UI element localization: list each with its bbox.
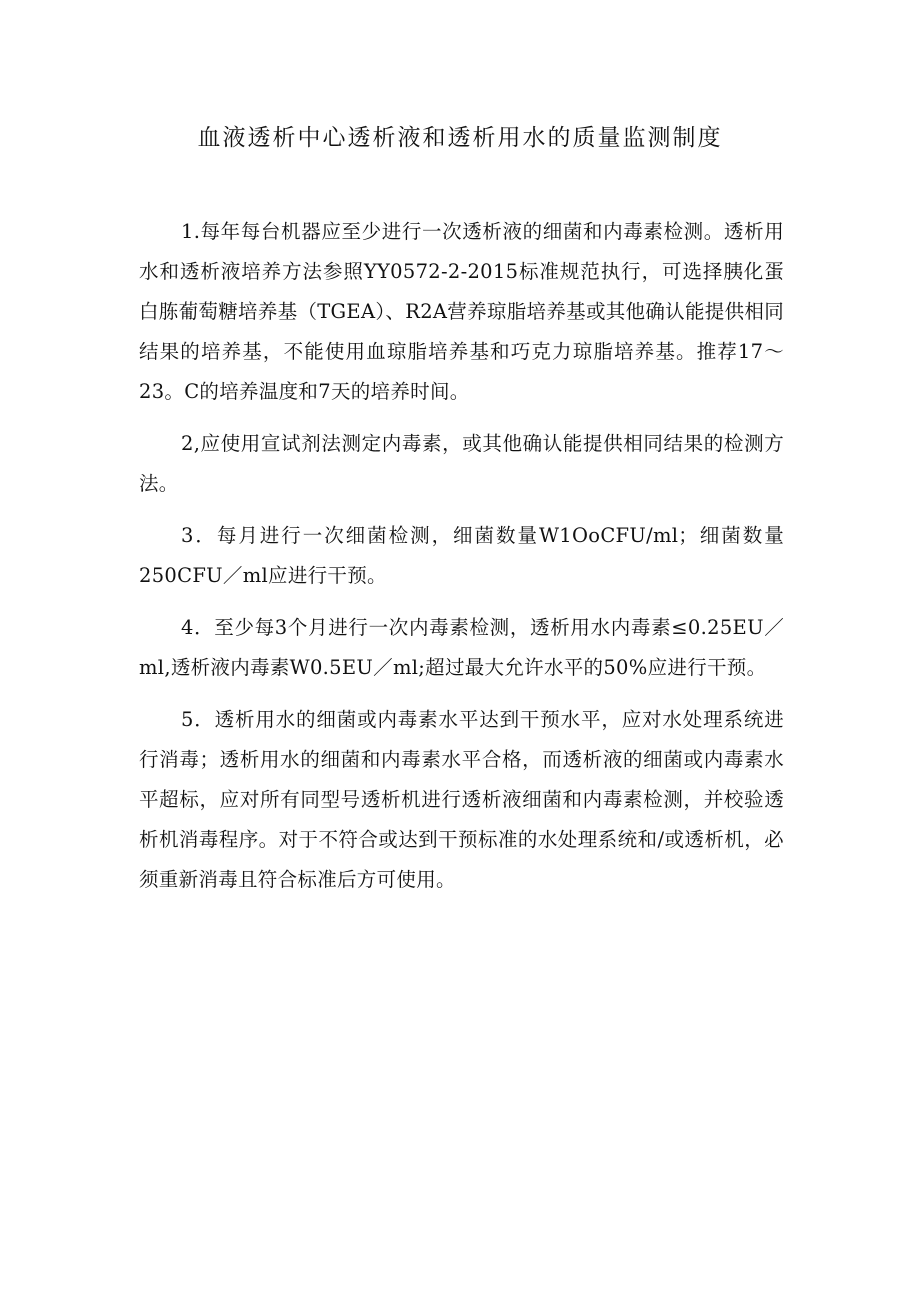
document-body	[139, 212, 784, 912]
paragraph-2: 2,应使用宣试剂法测定内毒素，或其他确认能提供相同结果的检测方法。	[139, 432, 784, 495]
document-title: 血液透析中心透析液和透析用水的质量监测制度	[197, 125, 723, 151]
paragraph-3: 3．每月进行一次细菌检测，细菌数量W1OoCFU/ml；细菌数量250CFU／ml应进行干预。	[139, 524, 784, 587]
paragraph-5: 5．透析用水的细菌或内毒素水平达到干预水平，应对水处理系统进行消毒；透析用水的细菌和内毒素水平合格，而透析液的细菌或内毒素水平超标，应对所有同型号透析机进行透析液细菌和内毒素检测，并校验透析机消毒程序。对于不符合或达到干预标准的水处理系统和/或透析机，必须重新消毒且符合标准后方可使用。	[139, 708, 784, 891]
paragraph-4: 4．至少每3个月进行一次内毒素检测，透析用水内毒素≤0.25EU／ml,透析液内毒素W0.5EU／ml;超过最大允许水平的50%应进行干预。	[139, 616, 784, 679]
paragraph-1: 1.每年每台机器应至少进行一次透析液的细菌和内毒素检测。透析用水和透析液培养方法参照YY0572-2-2015标准规范执行，可选择胰化蛋白胨葡萄糖培养基（TGEA）、R2A营养琼脂培养基或其他确认能提供相同结果的培养基，不能使用血琼脂培养基和巧克力琼脂培养基。推荐17～23。C的培养温度和7天的培养时间。	[139, 220, 784, 403]
